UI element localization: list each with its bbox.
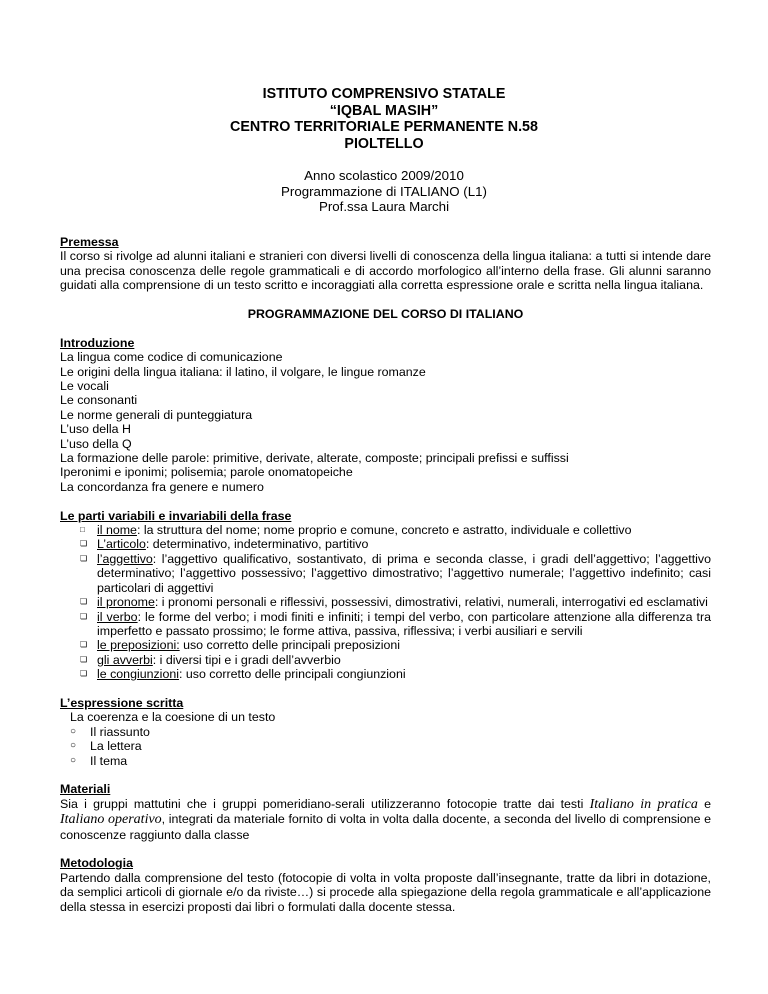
list-item: Le vocali xyxy=(60,379,109,394)
square-bullet-icon: ❏ xyxy=(80,597,88,607)
list-item: ○ Il tema xyxy=(70,753,128,768)
list-item: Iperonimi e iponimi; polisemia; parole onomatopeiche xyxy=(60,465,353,480)
book-title: Italiano operativo xyxy=(60,812,162,828)
parti-title: Le parti variabili e invariabili della frase xyxy=(60,508,292,523)
list-item: La formazione delle parole: primitive, derivate, alterate, composte; principali prefissi e suffissi xyxy=(60,451,569,466)
square-bullet-icon: ❏ xyxy=(80,539,88,549)
list-item: L’uso della H xyxy=(60,422,131,437)
list-item: ❏ il verbo: le forme del verbo; i modi finiti e infiniti; i tempi del verbo, con particolare attenzione alla differenza tra imperfetto e passato prossimo; le forme attiva, passiva, riflessiva; i verbi ausiliari e servili xyxy=(80,609,711,638)
list-item: ❏ l’aggettivo: l’aggettivo qualificativo, sostantivato, di prima e seconda classe, i gradi dell’aggettivo; l’aggettivo determinativo; l’aggettivo possessivo; l’aggettivo dimostrativo; l’aggettivo numerale; l’aggettivo indefinito; casi particolari di aggettivi xyxy=(80,551,711,595)
circle-bullet-icon: ○ xyxy=(70,740,77,752)
square-bullet-icon: ❏ xyxy=(80,640,88,650)
metodologia-text: Partendo dalla comprensione del testo (fotocopie di volta in volta proposte dall’insegnante, tratte da libri in dotazione, da semplici articoli di giornale e/o da riviste…) si procede alla spiegazione della regola grammaticale e all’applicazione della stessa in esercizi proposti dai libri o formulati dalla docente stessa. xyxy=(60,870,711,914)
school-header xyxy=(0,86,768,152)
circle-bullet-icon: ○ xyxy=(70,754,77,766)
materiali-text: Sia i gruppi mattutini che i gruppi pomeridiano-serali utilizzeranno fotocopie tratte dai testi Italiano in pratica e Italiano operativo, integrati da materiale fornito di volta in volta dalla docente, a seconda del livello di comprensione e conoscenze raggiunto dalla classe xyxy=(60,796,711,842)
program-title: Programmazione di ITALIANO (L1) xyxy=(281,183,487,199)
school-name: ISTITUTO COMPRENSIVO STATALE xyxy=(262,86,506,102)
espressione-title: L’espressione scritta xyxy=(60,695,184,710)
school-town: PIOLTELLO xyxy=(344,135,424,152)
document-body xyxy=(60,235,711,914)
teacher-name: Prof.ssa Laura Marchi xyxy=(318,199,450,214)
list-item: ○ La lettera xyxy=(70,739,142,754)
list-item: La concordanza fra genere e numero xyxy=(60,479,264,494)
list-item: ○ Il riassunto xyxy=(70,724,150,739)
square-bullet-icon: ❏ xyxy=(80,654,88,664)
course-title: PROGRAMMAZIONE DEL CORSO DI ITALIANO xyxy=(247,307,524,322)
list-item: ❏ L’articolo: determinativo, indeterminativo, partitivo xyxy=(80,537,369,552)
metodologia-title: Metodologia xyxy=(60,856,133,871)
section-espressione-scritta xyxy=(60,696,711,768)
list-item: ❏ le preposizioni: uso corretto delle principali preposizioni xyxy=(80,638,401,653)
list-item: ❏ le congiunzioni: uso corretto delle principali congiunzioni xyxy=(80,667,406,682)
centre-name: CENTRO TERRITORIALE PERMANENTE N.58 xyxy=(230,119,538,135)
list-item: Le origini della lingua italiana: il latino, il volgare, le lingue romanze xyxy=(60,364,426,379)
introduzione-title: Introduzione xyxy=(60,335,135,350)
square-bullet-icon: ❏ xyxy=(80,611,88,621)
list-item: La lingua come codice di comunicazione xyxy=(60,350,283,365)
list-item: L’uso della Q xyxy=(60,436,132,451)
list-item: ❏ gli avverbi: i diversi tipi e i gradi dell’avverbio xyxy=(80,652,341,667)
list-item: Le norme generali di punteggiatura xyxy=(60,407,253,422)
document-subheader xyxy=(0,168,768,215)
school-dedication: “IQBAL MASIH” xyxy=(329,102,439,119)
square-bullet-icon: ❏ xyxy=(80,669,88,679)
list-item: □ il nome: la struttura del nome; nome proprio e comune, concreto e astratto, individuale e collettivo xyxy=(80,523,632,538)
circle-bullet-icon: ○ xyxy=(70,725,77,737)
book-title: Italiano in pratica xyxy=(589,796,698,812)
list-item: ❏ il pronome: i pronomi personali e riflessivi, possessivi, dimostrativi, relativi, numerali, interrogativi ed esclamativi xyxy=(80,595,708,610)
materiali-title: Materiali xyxy=(60,782,111,797)
premessa-text: Il corso si rivolge ad alunni italiani e stranieri con diversi livelli di conoscenza della lingua italiana: a tutti si intende dare una precisa conoscenza delle regole grammaticali e di accordo morfologico all’interno della frase. Gli alunni saranno guidati alla comprensione di un testo scritto e incoraggiati alla corretta espressione orale e scritta nella lingua italiana. xyxy=(60,249,711,293)
square-bullet-icon: □ xyxy=(80,525,85,535)
square-bullet-icon: ❏ xyxy=(80,553,88,563)
list-item: Le consonanti xyxy=(60,393,138,408)
section-metodologia xyxy=(60,856,711,914)
section-introduzione xyxy=(60,336,711,494)
section-materiali xyxy=(60,782,711,842)
section-premessa xyxy=(60,235,711,293)
school-year: Anno scolastico 2009/2010 xyxy=(304,168,464,183)
espressione-intro: La coerenza e la coesione di un testo xyxy=(70,710,276,725)
section-parti-frase xyxy=(60,509,711,682)
premessa-title: Premessa xyxy=(60,235,119,249)
